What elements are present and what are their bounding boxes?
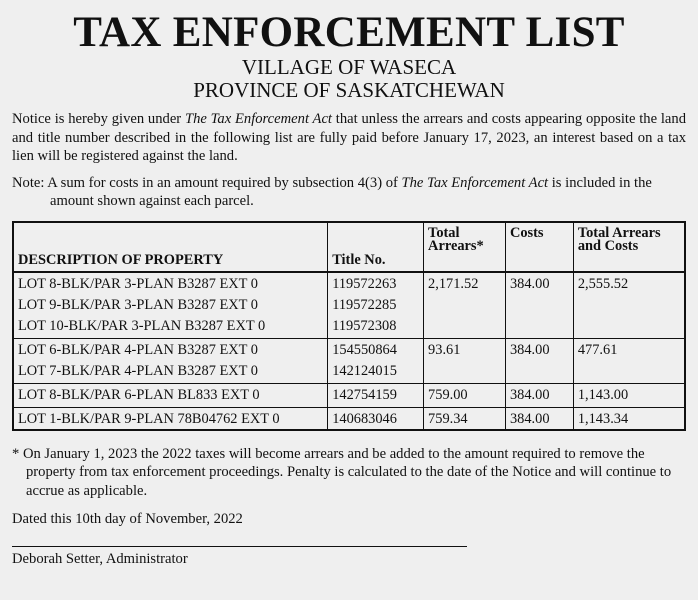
cell-costs [505,315,573,339]
cell-description: LOT 1-BLK/PAR 9-PLAN 78B04762 EXT 0 [18,410,280,427]
note-text-start: Note: A sum for costs in an amount required by subsection 4(3) of [12,174,402,191]
page-title: TAX ENFORCEMENT LIST [73,9,625,56]
cell-title-no: 140683046 [328,407,424,430]
cell-costs: 384.00 [505,383,573,407]
cell-total: 477.61 [573,338,685,360]
cell-description: LOT 6-BLK/PAR 4-PLAN B3287 EXT 0 [18,341,258,358]
cell-title-no: 119572285 [328,294,424,315]
cell-total [573,315,685,339]
cell-title-no: 154550864 [328,338,424,360]
dated-line: Dated this 10th day of November, 2022 [12,511,243,527]
header-arrears-line1: Total [428,224,460,241]
table-row [13,338,685,360]
cell-costs [505,294,573,315]
cell-title-no: 142754159 [328,383,424,407]
cell-total: 1,143.34 [573,407,685,430]
header-costs: Costs [505,222,573,272]
cell-arrears: 759.00 [424,383,506,407]
cell-arrears: 759.34 [424,407,506,430]
cell-arrears: 2,171.52 [424,272,506,294]
cell-title-no: 119572263 [328,272,424,294]
costs-note [12,174,686,211]
header-description: DESCRIPTION OF PROPERTY [13,222,328,272]
notice-paragraph [12,110,686,166]
cell-description: LOT 10-BLK/PAR 3-PLAN B3287 EXT 0 [13,315,328,339]
cell-title-no: 119572308 [328,315,424,339]
arrears-footnote: * On January 1, 2023 the 2022 taxes will become arrears and be added to the amount required to remove the property from tax enforcement proceedings. Penalty is calculated to the date of the Notice and will continue to accrue as applicable. [12,445,672,499]
table-row [13,272,685,294]
cell-description: LOT 7-BLK/PAR 4-PLAN B3287 EXT 0 [13,360,328,384]
signature-line [12,546,467,547]
cell-arrears [424,294,506,315]
cell-total: 2,555.52 [573,272,685,294]
cell-description: LOT 8-BLK/PAR 6-PLAN BL833 EXT 0 [13,383,328,407]
header-total-line1: Total Arrears [577,224,661,241]
notice-text-end: that unless the arrears and costs appearing opposite the land and title number described in the following list are fully paid before January 17, 2023, an interest based on a tax lien will be registered against the land. [12,111,686,164]
table-row [13,360,685,384]
cell-arrears: 93.61 [424,338,506,360]
cell-description: LOT 8-BLK/PAR 3-PLAN B3287 EXT 0 [18,275,258,292]
cell-total [573,294,685,315]
notice-text-start: Notice is hereby given under [12,111,185,127]
cell-costs [505,360,573,384]
header-arrears-line2: Arrears* [428,237,484,254]
header-arrears [424,222,506,272]
province-name: PROVINCE OF SASKATCHEWAN [193,78,505,102]
municipality-name: VILLAGE OF WASECA [241,55,457,79]
header-total-line2: and Costs [577,237,639,254]
header-title-no: Title No. [328,222,424,272]
table-row [13,315,685,339]
cell-costs: 384.00 [505,407,573,430]
table-row [13,383,685,407]
note-act-name: The Tax Enforcement Act [401,174,549,191]
cell-description: LOT 9-BLK/PAR 3-PLAN B3287 EXT 0 [18,296,258,313]
table-row [13,294,685,315]
table-header-row [13,222,685,272]
cell-costs: 384.00 [505,272,573,294]
cell-total [573,360,685,384]
cell-arrears [424,315,506,339]
cell-title-no: 142124015 [328,360,424,384]
table-row [13,407,685,430]
cell-costs: 384.00 [505,338,573,360]
administrator-name: Deborah Setter, Administrator [12,551,188,567]
note-text-end: is included in the amount shown against each parcel. [50,174,652,209]
property-table [12,221,686,431]
header-total [573,222,685,272]
cell-arrears [424,360,506,384]
cell-total: 1,143.00 [573,383,685,407]
notice-act-name: The Tax Enforcement Act [184,111,332,127]
